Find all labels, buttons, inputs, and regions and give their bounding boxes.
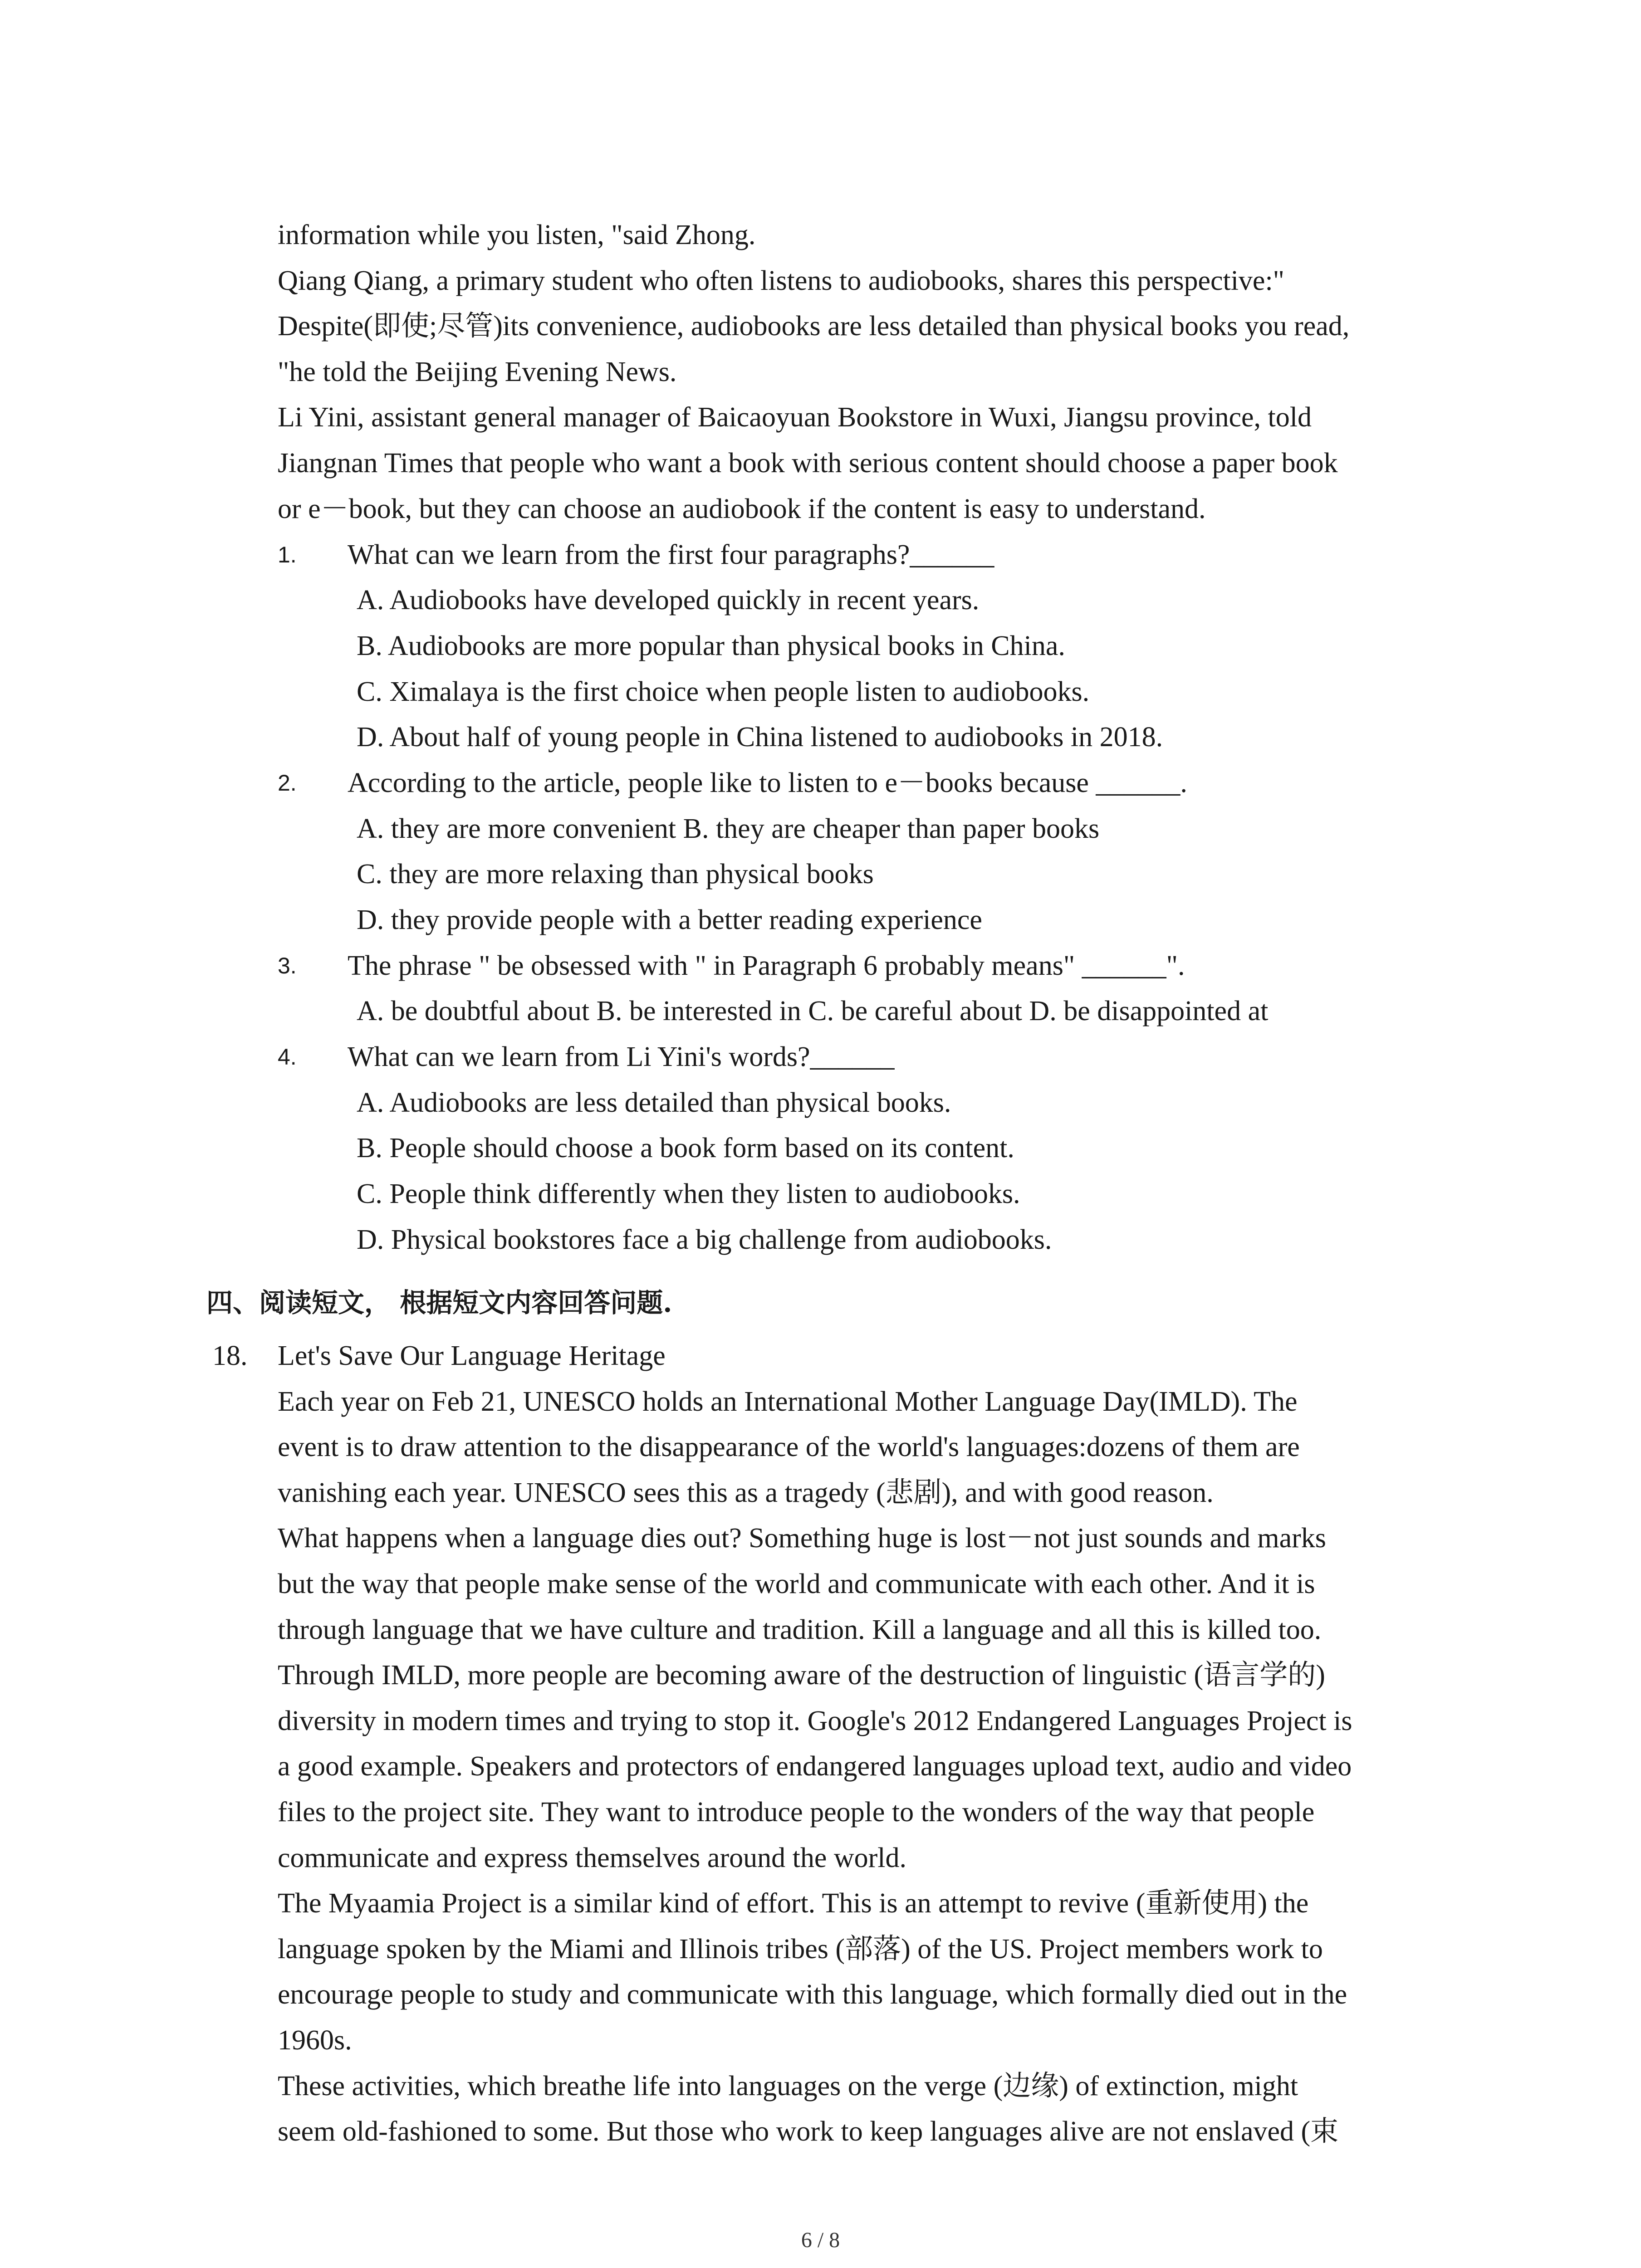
passage-line: through language that we have culture and tradition. Kill a language and all this is killed too. (278, 1614, 1322, 1645)
option-2c: C. they are more relaxing than physical books (357, 859, 874, 890)
option-1d: D. About half of young people in China listened to audiobooks in 2018. (357, 722, 1163, 753)
question-stem: What can we learn from Li Yini's words?______ (348, 1041, 895, 1072)
passage-line: communicate and express themselves around the world. (278, 1843, 906, 1873)
option-1c: C. Ximalaya is the first choice when people listen to audiobooks. (357, 676, 1090, 707)
passage-line: "he told the Beijing Evening News. (278, 357, 677, 387)
option-4a: A. Audiobooks are less detailed than physical books. (357, 1087, 951, 1118)
question-number: 3. (278, 953, 297, 978)
passage-line: Despite(即使;尽管)its convenience, audiobooks are less detailed than physical books you read, (278, 311, 1350, 342)
option-4b: B. People should choose a book form based on its content. (357, 1133, 1014, 1163)
item-title: Let's Save Our Language Heritage (278, 1340, 666, 1371)
option-1a: A. Audiobooks have developed quickly in recent years. (357, 585, 980, 616)
passage-line: What happens when a language dies out? Something huge is lost－not just sounds and marks (278, 1523, 1326, 1554)
passage-line: These activities, which breathe life into languages on the verge (边缘) of extinction, might (278, 2071, 1298, 2102)
passage-line: but the way that people make sense of the world and communicate with each other. And it is (278, 1569, 1315, 1599)
option-1b: B. Audiobooks are more popular than physical books in China. (357, 631, 1065, 661)
passage-line: Each year on Feb 21, UNESCO holds an International Mother Language Day(IMLD). The (278, 1386, 1298, 1417)
passage-line: Qiang Qiang, a primary student who often listens to audiobooks, shares this perspective:" (278, 265, 1284, 296)
question-number: 4. (278, 1044, 297, 1070)
passage-line: event is to draw attention to the disappearance of the world's languages:dozens of them are (278, 1432, 1300, 1462)
question-stem: According to the article, people like to listen to e－books because ______. (348, 767, 1187, 798)
option-3abcd: A. be doubtful about B. be interested in C. be careful about D. be disappointed at (357, 996, 1269, 1026)
option-4c: C. People think differently when they listen to audiobooks. (357, 1178, 1020, 1209)
question-stem: What can we learn from the first four paragraphs?______ (348, 539, 994, 570)
item-number: 18. (212, 1340, 248, 1371)
option-4d: D. Physical bookstores face a big challenge from audiobooks. (357, 1224, 1052, 1255)
option-2ab: A. they are more convenient B. they are cheaper than paper books (357, 813, 1100, 844)
passage-line: files to the project site. They want to introduce people to the wonders of the way that people (278, 1797, 1315, 1828)
passage-line: Through IMLD, more people are becoming aware of the destruction of linguistic (语言学的) (278, 1660, 1325, 1691)
passage-line: encourage people to study and communicate with this language, which formally died out in the (278, 1979, 1347, 2010)
passage-line: The Myaamia Project is a similar kind of effort. This is an attempt to revive (重新使用) the (278, 1888, 1309, 1919)
passage-line: Li Yini, assistant general manager of Baicaoyuan Bookstore in Wuxi, Jiangsu province, told (278, 402, 1312, 433)
option-2d: D. they provide people with a better reading experience (357, 904, 982, 935)
passage-line: 1960s. (278, 2025, 352, 2056)
question-number: 1. (278, 542, 297, 567)
passage-line: a good example. Speakers and protectors of endangered languages upload text, audio and video (278, 1751, 1352, 1782)
question-stem: The phrase " be obsessed with " in Paragraph 6 probably means" ______". (348, 950, 1185, 981)
passage-line: diversity in modern times and trying to stop it. Google's 2012 Endangered Languages Project is (278, 1706, 1352, 1736)
passage-line: Jiangnan Times that people who want a book with serious content should choose a paper book (278, 448, 1338, 479)
passage-line: seem old-fashioned to some. But those who work to keep languages alive are not enslaved (束 (278, 2116, 1339, 2147)
page-indicator: 6 / 8 (801, 2228, 840, 2252)
passage-line: language spoken by the Miami and Illinois tribes (部落) of the US. Project members work to (278, 1934, 1323, 1965)
passage-line: information while you listen, "said Zhong. (278, 220, 756, 250)
passage-line: or e－book, but they can choose an audiobook if the content is easy to understand. (278, 494, 1206, 524)
passage-line: vanishing each year. UNESCO sees this as a tragedy (悲剧), and with good reason. (278, 1477, 1214, 1508)
section-heading: 四、阅读短文， 根据短文内容回答问题. (206, 1287, 672, 1318)
question-number: 2. (278, 770, 297, 796)
